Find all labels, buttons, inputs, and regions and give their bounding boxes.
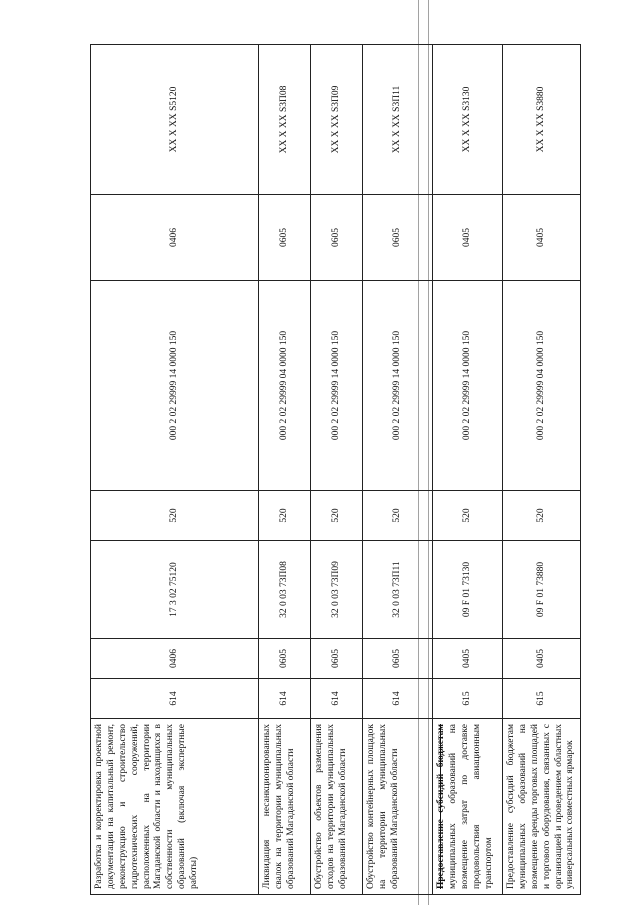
income-code-cell: 000 2 02 29999 14 0000 150 xyxy=(311,281,363,491)
expense-type-cell: 520 xyxy=(311,491,363,541)
expense-type-cell: 520 xyxy=(259,491,311,541)
rotated-table-sheet xyxy=(90,45,576,895)
target-article-cell: 09 F 01 73880 xyxy=(503,541,581,639)
section-code-cell: 0405 xyxy=(433,639,503,679)
table-row xyxy=(363,45,433,895)
row-name-text: муниципальных образований на возмещение затрат по доставке продовольствия авиационным транспортом xyxy=(447,724,494,889)
table-row xyxy=(91,45,259,895)
section-code-cell-2: 0605 xyxy=(259,195,311,281)
municipal-code-cell: XX X XX S5120 xyxy=(91,45,259,195)
section-code-cell-2: 0605 xyxy=(311,195,363,281)
row-name-cell: Разработка и корректировка проектной документации на капитальный ремонт, реконструкцию и строительство гидротехнических сооружений, расположенных на территории Магаданской области и находящихся в собственности муниципальных образований (включая экспертные работы) xyxy=(91,719,259,895)
expense-type-cell: 520 xyxy=(363,491,433,541)
struck-text: Предоставление субсидий бюджетам xyxy=(436,724,446,889)
admin-code-cell: 615 xyxy=(503,679,581,719)
row-name-cell: Предоставление субсидий бюджетам муниципальных образований на возмещение аренды торговых площадей и торгового оборудования, связанных с организацией и проведением областных универсальных совместных ярмарок xyxy=(503,719,581,895)
expense-type-cell: 520 xyxy=(503,491,581,541)
table-row xyxy=(433,45,503,895)
section-code-cell: 0605 xyxy=(363,639,433,679)
municipal-code-cell: XX X XX S3П08 xyxy=(259,45,311,195)
table-row xyxy=(503,45,581,895)
section-code-cell: 0605 xyxy=(259,639,311,679)
section-code-cell-2: 0405 xyxy=(503,195,581,281)
row-name-cell: Обустройство объектов размещения отходов на территории муниципальных образований Магаданской области xyxy=(311,719,363,895)
municipal-code-cell: XX X XX S3130 xyxy=(433,45,503,195)
admin-code-cell: 614 xyxy=(311,679,363,719)
table-row xyxy=(311,45,363,895)
income-code-cell: 000 2 02 29999 14 0000 150 xyxy=(363,281,433,491)
budget-codes-table xyxy=(90,44,581,895)
municipal-code-cell: XX X XX S3880 xyxy=(503,45,581,195)
admin-code-cell: 615 xyxy=(433,679,503,719)
section-code-cell-2: 0605 xyxy=(363,195,433,281)
target-article-cell: 32 0 03 73П09 xyxy=(311,541,363,639)
municipal-code-cell: XX X XX S3П11 xyxy=(363,45,433,195)
income-code-cell: 000 2 02 29999 04 0000 150 xyxy=(503,281,581,491)
row-name-cell: Обустройство контейнерных площадок на территории муниципальных образований Магаданской области xyxy=(363,719,433,895)
target-article-cell: 32 0 03 73П08 xyxy=(259,541,311,639)
row-name-cell: Ликвидация несанкционированных свалок на территории муниципальных образований Магаданской области xyxy=(259,719,311,895)
table-row xyxy=(259,45,311,895)
income-code-cell: 000 2 02 29999 14 0000 150 xyxy=(433,281,503,491)
admin-code-cell: 614 xyxy=(91,679,259,719)
section-code-cell: 0405 xyxy=(503,639,581,679)
target-article-cell: 09 F 01 73130 xyxy=(433,541,503,639)
income-code-cell: 000 2 02 29999 04 0000 150 xyxy=(259,281,311,491)
target-article-cell: 17 3 02 75120 xyxy=(91,541,259,639)
section-code-cell-2: 0406 xyxy=(91,195,259,281)
expense-type-cell: 520 xyxy=(91,491,259,541)
target-article-cell: 32 0 03 73П11 xyxy=(363,541,433,639)
section-code-cell: 0406 xyxy=(91,639,259,679)
admin-code-cell: 614 xyxy=(259,679,311,719)
section-code-cell-2: 0405 xyxy=(433,195,503,281)
row-name-cell xyxy=(433,719,503,895)
income-code-cell: 000 2 02 29999 14 0000 150 xyxy=(91,281,259,491)
expense-type-cell: 520 xyxy=(433,491,503,541)
municipal-code-cell: XX X XX S3П09 xyxy=(311,45,363,195)
admin-code-cell: 614 xyxy=(363,679,433,719)
section-code-cell: 0605 xyxy=(311,639,363,679)
